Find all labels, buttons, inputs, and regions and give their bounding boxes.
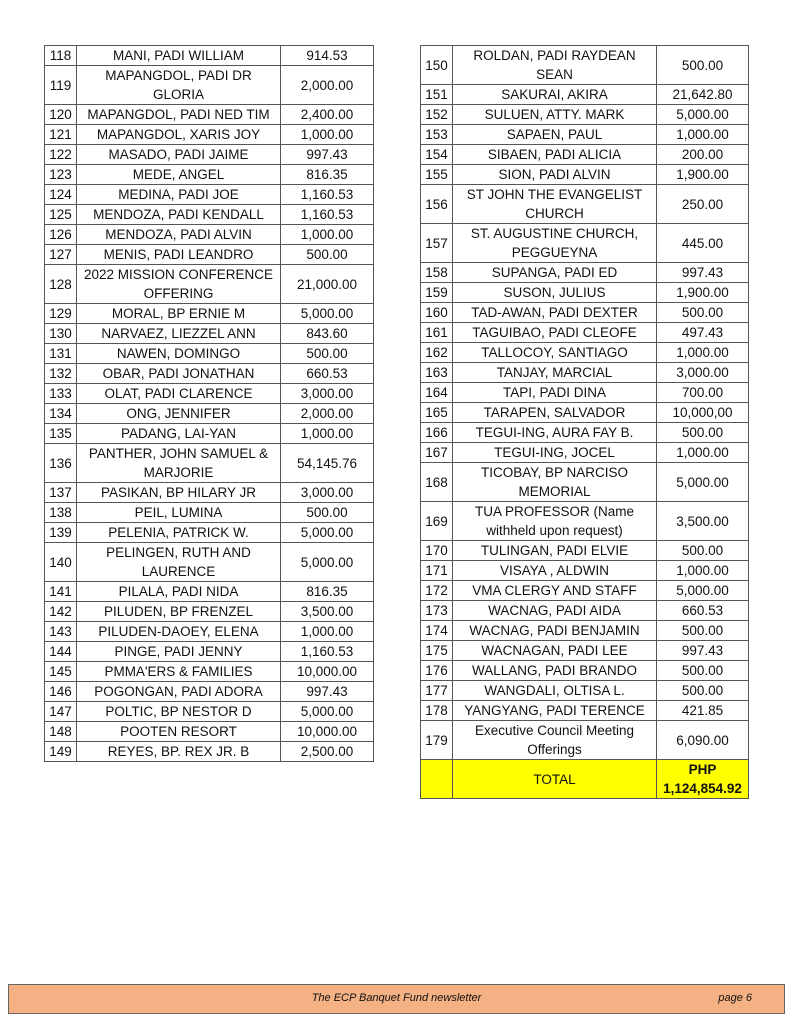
table-row (421, 561, 749, 581)
table-row (45, 205, 374, 225)
amount: 3,500.00 (657, 502, 749, 541)
table-row (421, 105, 749, 125)
table-row (45, 384, 374, 404)
amount: 10,000.00 (281, 722, 374, 742)
amount: 997.43 (281, 682, 374, 702)
amount: 1,000.00 (281, 225, 374, 245)
row-number: 160 (421, 303, 453, 323)
table-row (421, 343, 749, 363)
table-row (421, 283, 749, 303)
donor-name: REYES, BP. REX JR. B (77, 742, 281, 762)
row-number: 142 (45, 602, 77, 622)
donor-name: TEGUI-ING, JOCEL (453, 443, 657, 463)
amount: 200.00 (657, 145, 749, 165)
donor-name: MENIS, PADI LEANDRO (77, 245, 281, 265)
amount: 500.00 (657, 621, 749, 641)
row-number: 132 (45, 364, 77, 384)
amount: 445.00 (657, 224, 749, 263)
donor-name: PMMA'ERS & FAMILIES (77, 662, 281, 682)
donor-name: ONG, JENNIFER (77, 404, 281, 424)
table-row (421, 165, 749, 185)
row-number: 145 (45, 662, 77, 682)
donor-name: WANGDALI, OLTISA L. (453, 681, 657, 701)
donor-name: TICOBAY, BP NARCISO MEMORIAL (453, 463, 657, 502)
donor-name: PANTHER, JOHN SAMUEL & MARJORIE (77, 444, 281, 483)
donor-name: MAPANGDOL, PADI DR GLORIA (77, 66, 281, 105)
table-row (421, 621, 749, 641)
row-number: 162 (421, 343, 453, 363)
row-number: 166 (421, 423, 453, 443)
amount: 10,000,00 (657, 403, 749, 423)
amount: 54,145.76 (281, 444, 374, 483)
row-number: 151 (421, 85, 453, 105)
donor-name: PILALA, PADI NIDA (77, 582, 281, 602)
amount: 843.60 (281, 324, 374, 344)
donor-name: SUSON, JULIUS (453, 283, 657, 303)
row-number: 140 (45, 543, 77, 582)
amount: 2,000.00 (281, 404, 374, 424)
amount: 500.00 (281, 503, 374, 523)
row-number: 138 (45, 503, 77, 523)
donations-table-right (420, 45, 749, 799)
table-row (45, 125, 374, 145)
row-number: 146 (45, 682, 77, 702)
donor-name: PEIL, LUMINA (77, 503, 281, 523)
amount: 1,160.53 (281, 642, 374, 662)
donor-name: TANJAY, MARCIAL (453, 363, 657, 383)
amount: 816.35 (281, 582, 374, 602)
row-number: 150 (421, 46, 453, 85)
donor-name: PELENIA, PATRICK W. (77, 523, 281, 543)
row-number: 173 (421, 601, 453, 621)
table-row (45, 523, 374, 543)
row-number: 147 (45, 702, 77, 722)
table-row (421, 423, 749, 443)
amount: 1,160.53 (281, 185, 374, 205)
table-row (421, 502, 749, 541)
total-label: TOTAL (453, 760, 657, 799)
amount: 3,000.00 (657, 363, 749, 383)
table-row (45, 444, 374, 483)
donor-name: YANGYANG, PADI TERENCE (453, 701, 657, 721)
amount: 500.00 (657, 681, 749, 701)
table-row (45, 483, 374, 503)
table-row (421, 125, 749, 145)
amount: 500.00 (657, 46, 749, 85)
row-number: 170 (421, 541, 453, 561)
table-row (45, 185, 374, 205)
row-number: 124 (45, 185, 77, 205)
table-row (45, 742, 374, 762)
amount: 2,000.00 (281, 66, 374, 105)
row-number: 128 (45, 265, 77, 304)
footer-title: The ECP Banquet Fund newsletter (311, 992, 482, 1004)
row-number: 123 (45, 165, 77, 185)
donor-name: PASIKAN, BP HILARY JR (77, 483, 281, 503)
amount: 3,000.00 (281, 384, 374, 404)
donor-name: MORAL, BP ERNIE M (77, 304, 281, 324)
donor-name: TEGUI-ING, AURA FAY B. (453, 423, 657, 443)
donor-name: SULUEN, ATTY. MARK (453, 105, 657, 125)
amount: 997.43 (281, 145, 374, 165)
donor-name: POOTEN RESORT (77, 722, 281, 742)
row-number: 156 (421, 185, 453, 224)
table-row (421, 463, 749, 502)
amount: 816.35 (281, 165, 374, 185)
table-row (45, 503, 374, 523)
amount: 1,000.00 (281, 622, 374, 642)
donor-name: PINGE, PADI JENNY (77, 642, 281, 662)
donor-name: OLAT, PADI CLARENCE (77, 384, 281, 404)
donor-name: NAWEN, DOMINGO (77, 344, 281, 364)
table-row (421, 303, 749, 323)
donations-table-left (44, 45, 374, 762)
table-row (421, 601, 749, 621)
table-row (45, 582, 374, 602)
table-row (45, 66, 374, 105)
amount: 6,090.00 (657, 721, 749, 760)
row-number: 176 (421, 661, 453, 681)
amount: 1,900.00 (657, 165, 749, 185)
row-number: 155 (421, 165, 453, 185)
amount: 500.00 (657, 661, 749, 681)
amount: 421.85 (657, 701, 749, 721)
row-number: 159 (421, 283, 453, 303)
row-number: 174 (421, 621, 453, 641)
table-row (421, 185, 749, 224)
row-number: 136 (45, 444, 77, 483)
donor-name: MEDINA, PADI JOE (77, 185, 281, 205)
row-number: 167 (421, 443, 453, 463)
row-number: 135 (45, 424, 77, 444)
amount: 1,000.00 (281, 125, 374, 145)
table-row (45, 364, 374, 384)
donor-name: POLTIC, BP NESTOR D (77, 702, 281, 722)
donor-name: PELINGEN, RUTH AND LAURENCE (77, 543, 281, 582)
row-number: 169 (421, 502, 453, 541)
donor-name: MENDOZA, PADI KENDALL (77, 205, 281, 225)
table-row (45, 622, 374, 642)
row-number: 127 (45, 245, 77, 265)
table-row (45, 602, 374, 622)
row-number: 172 (421, 581, 453, 601)
row-number: 141 (45, 582, 77, 602)
table-row (45, 722, 374, 742)
row-number: 119 (45, 66, 77, 105)
table-row (45, 265, 374, 304)
table-row (421, 443, 749, 463)
row-number: 149 (45, 742, 77, 762)
row-number: 137 (45, 483, 77, 503)
amount: 500.00 (281, 245, 374, 265)
row-number: 158 (421, 263, 453, 283)
table-row (45, 344, 374, 364)
donor-name: OBAR, PADI JONATHAN (77, 364, 281, 384)
table-row (421, 85, 749, 105)
table-row (421, 403, 749, 423)
row-number: 131 (45, 344, 77, 364)
amount: 10,000.00 (281, 662, 374, 682)
row-number: 133 (45, 384, 77, 404)
table-row (421, 383, 749, 403)
donor-name: ROLDAN, PADI RAYDEAN SEAN (453, 46, 657, 85)
page-number: page 6 (718, 992, 752, 1004)
row-number: 161 (421, 323, 453, 343)
donor-name: SAKURAI, AKIRA (453, 85, 657, 105)
amount: 5,000.00 (657, 581, 749, 601)
amount: 997.43 (657, 263, 749, 283)
amount: 997.43 (657, 641, 749, 661)
row-number: 121 (45, 125, 77, 145)
amount: 2,500.00 (281, 742, 374, 762)
donor-name: WACNAGAN, PADI LEE (453, 641, 657, 661)
row-number: 157 (421, 224, 453, 263)
donor-name: TARAPEN, SALVADOR (453, 403, 657, 423)
amount: 250.00 (657, 185, 749, 224)
table-row (45, 304, 374, 324)
amount: 5,000.00 (281, 523, 374, 543)
row-number: 163 (421, 363, 453, 383)
table-row (421, 581, 749, 601)
table-row (421, 721, 749, 760)
donor-name: TUA PROFESSOR (Name withheld upon request) (453, 502, 657, 541)
donor-name: PILUDEN, BP FRENZEL (77, 602, 281, 622)
amount: 500.00 (657, 303, 749, 323)
total-amount (657, 760, 749, 799)
donor-name: ST JOHN THE EVANGELIST CHURCH (453, 185, 657, 224)
amount: 660.53 (657, 601, 749, 621)
amount: 3,500.00 (281, 602, 374, 622)
total-row (421, 760, 749, 799)
amount: 5,000.00 (281, 543, 374, 582)
row-number: 143 (45, 622, 77, 642)
amount: 2,400.00 (281, 105, 374, 125)
row-number: 120 (45, 105, 77, 125)
donor-name: TAPI, PADI DINA (453, 383, 657, 403)
row-number: 130 (45, 324, 77, 344)
row-number: 153 (421, 125, 453, 145)
table-row (421, 263, 749, 283)
total-empty-cell (421, 760, 453, 799)
table-row (45, 424, 374, 444)
table-row (45, 324, 374, 344)
row-number: 144 (45, 642, 77, 662)
amount: 500.00 (657, 541, 749, 561)
table-row (45, 404, 374, 424)
donor-name: MASADO, PADI JAIME (77, 145, 281, 165)
amount: 497.43 (657, 323, 749, 343)
row-number: 148 (45, 722, 77, 742)
donor-name: TALLOCOY, SANTIAGO (453, 343, 657, 363)
row-number: 164 (421, 383, 453, 403)
table-row (421, 323, 749, 343)
table-row (421, 661, 749, 681)
amount: 21,642.80 (657, 85, 749, 105)
row-number: 175 (421, 641, 453, 661)
table-row (45, 46, 374, 66)
table-row (45, 145, 374, 165)
row-number: 178 (421, 701, 453, 721)
row-number: 139 (45, 523, 77, 543)
table-row (421, 641, 749, 661)
donor-name: NARVAEZ, LIEZZEL ANN (77, 324, 281, 344)
amount: 1,160.53 (281, 205, 374, 225)
table-row (421, 145, 749, 165)
row-number: 179 (421, 721, 453, 760)
amount: 1,000.00 (657, 343, 749, 363)
table-row (421, 681, 749, 701)
donor-name: VISAYA , ALDWIN (453, 561, 657, 581)
donor-name: MAPANGDOL, PADI NED TIM (77, 105, 281, 125)
table-row (45, 245, 374, 265)
donor-name: WALLANG, PADI BRANDO (453, 661, 657, 681)
row-number: 125 (45, 205, 77, 225)
table-row (421, 46, 749, 85)
donor-name: MANI, PADI WILLIAM (77, 46, 281, 66)
donor-name: 2022 MISSION CONFERENCE OFFERING (77, 265, 281, 304)
donor-name: MAPANGDOL, XARIS JOY (77, 125, 281, 145)
table-row (45, 105, 374, 125)
donor-name: MENDOZA, PADI ALVIN (77, 225, 281, 245)
table-row (45, 225, 374, 245)
amount: 5,000.00 (281, 702, 374, 722)
amount: 1,000.00 (657, 561, 749, 581)
row-number: 165 (421, 403, 453, 423)
amount: 5,000.00 (657, 463, 749, 502)
table-row (421, 541, 749, 561)
row-number: 118 (45, 46, 77, 66)
row-number: 129 (45, 304, 77, 324)
donor-name: POGONGAN, PADI ADORA (77, 682, 281, 702)
donor-name: SION, PADI ALVIN (453, 165, 657, 185)
donor-name: MEDE, ANGEL (77, 165, 281, 185)
donor-name: TAGUIBAO, PADI CLEOFE (453, 323, 657, 343)
amount: 700.00 (657, 383, 749, 403)
table-row (421, 363, 749, 383)
donor-name: WACNAG, PADI BENJAMIN (453, 621, 657, 641)
donor-name: Executive Council Meeting Offerings (453, 721, 657, 760)
amount: 1,000.00 (657, 125, 749, 145)
row-number: 177 (421, 681, 453, 701)
row-number: 171 (421, 561, 453, 581)
donor-name: ST. AUGUSTINE CHURCH, PEGGUEYNA (453, 224, 657, 263)
amount: 5,000.00 (657, 105, 749, 125)
amount: 500.00 (281, 344, 374, 364)
table-row (45, 543, 374, 582)
table-row (45, 682, 374, 702)
table-row (45, 662, 374, 682)
amount: 500.00 (657, 423, 749, 443)
total-value: 1,124,854.92 (663, 781, 742, 796)
table-row (421, 224, 749, 263)
amount: 1,000.00 (281, 424, 374, 444)
row-number: 126 (45, 225, 77, 245)
amount: 1,000.00 (657, 443, 749, 463)
donor-name: SUPANGA, PADI ED (453, 263, 657, 283)
donor-name: WACNAG, PADI AIDA (453, 601, 657, 621)
table-row (45, 642, 374, 662)
row-number: 168 (421, 463, 453, 502)
donor-name: PILUDEN-DAOEY, ELENA (77, 622, 281, 642)
table-row (45, 165, 374, 185)
donor-name: SIBAEN, PADI ALICIA (453, 145, 657, 165)
donor-name: TULINGAN, PADI ELVIE (453, 541, 657, 561)
amount: 914.53 (281, 46, 374, 66)
total-currency: PHP (688, 762, 717, 777)
amount: 5,000.00 (281, 304, 374, 324)
row-number: 122 (45, 145, 77, 165)
amount: 21,000.00 (281, 265, 374, 304)
row-number: 152 (421, 105, 453, 125)
row-number: 154 (421, 145, 453, 165)
amount: 3,000.00 (281, 483, 374, 503)
amount: 660.53 (281, 364, 374, 384)
page-footer (8, 984, 785, 1014)
row-number: 134 (45, 404, 77, 424)
table-row (421, 701, 749, 721)
donor-name: SAPAEN, PAUL (453, 125, 657, 145)
table-row (45, 702, 374, 722)
donor-name: PADANG, LAI-YAN (77, 424, 281, 444)
donor-name: VMA CLERGY AND STAFF (453, 581, 657, 601)
donor-name: TAD-AWAN, PADI DEXTER (453, 303, 657, 323)
amount: 1,900.00 (657, 283, 749, 303)
